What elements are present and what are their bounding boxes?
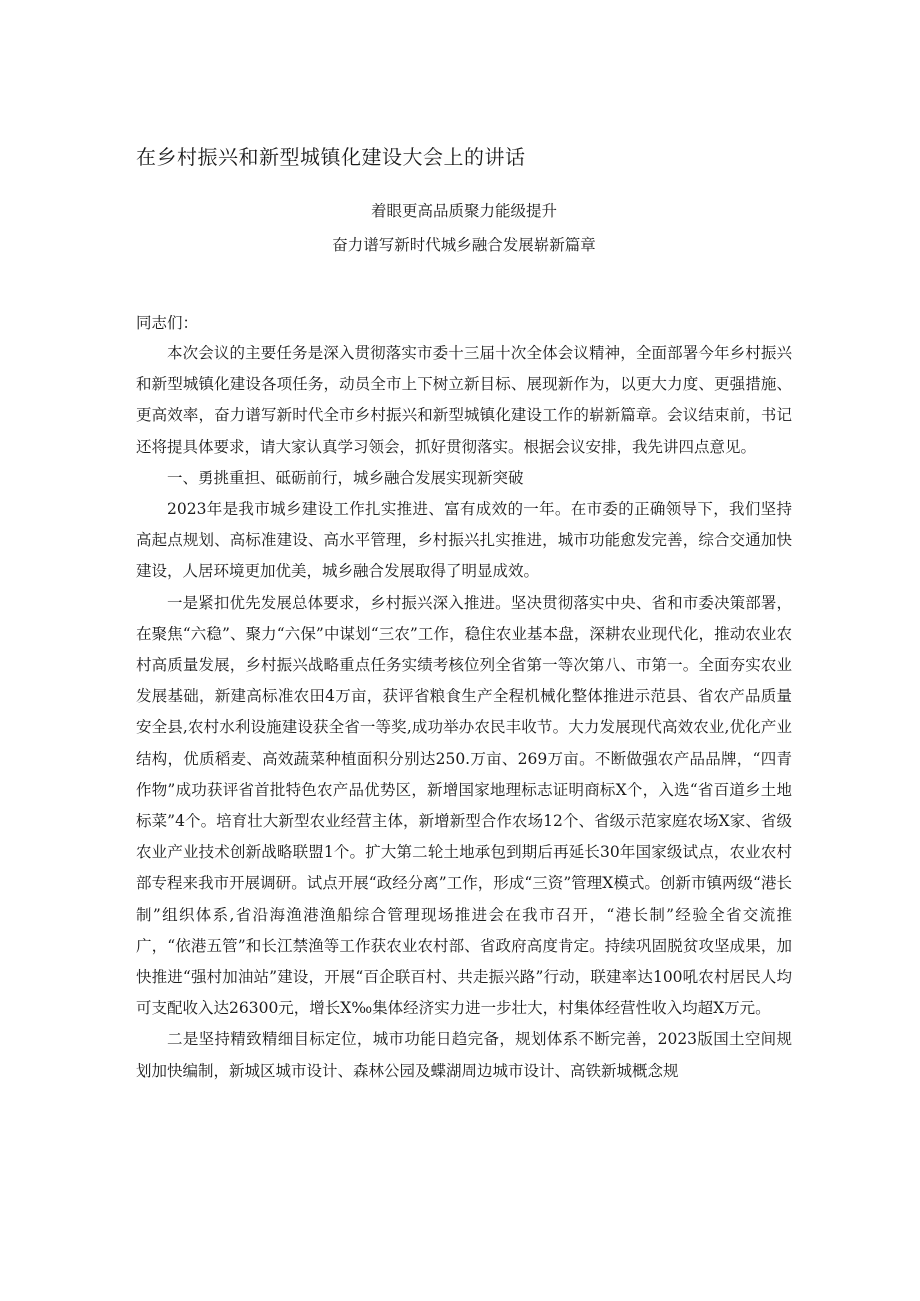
paragraph-rural-revitalization: 一是紧扣优先发展总体要求，乡村振兴深入推进。坚决贯彻落实中央、省和市委决策部署，在聚焦“六稳”、聚力“六保”中谋划“三农”工作，稳住农业基本盘，深耕农业现代化，推动农业农村高质量发展，乡村振兴战略重点任务实绩考核位列全省第一等次第八、市第一。全面夯实农业发展基础，新建高标准农田4万亩，获评省粮食生产全程机械化整体推进示范县、省农产品质量安全县,农村水利设施建设获全省一等奖,成功举办农民丰收节。大力发展现代高效农业,优化产业结构，优质稻麦、高效蔬菜种植面积分别达250.万亩、269万亩。不断做强农产品品牌，“四青作物”成功获评省首批特色农产品优势区，新增国家地理标志证明商标X个，入选“省百道乡土地标菜”4个。培育壮大新型农业经营主体，新增新型合作农场12个、省级示范家庭农场X家、省级农业产业技术创新战略联盟1个。扩大第二轮土地承包到期后再延长30年国家级试点，农业农村部专程来我市开展调研。试点开展“政经分离”工作，形成“三资”管理X模式。创新市镇两级“港长制”组织体系,省沿海渔港渔船综合管理现场推进会在我市召开，“港长制”经验全省交流推广，“依港五管”和长江禁渔等工作获农业农村部、省政府高度肯定。持续巩固脱贫攻坚成果，加快推进“强村加油站”建设，开展“百企联百村、共走振兴路”行动，联建率达100吼农村居民人均可支配收入达26300元，增长X‰集体经济实力进一步壮大，村集体经营性收入均超X万元。 [136, 593, 792, 1018]
salutation: 同志们： [136, 314, 199, 332]
paragraph-intro: 本次会议的主要任务是深入贯彻落实市委十三届十次全体会议精神，全面部署今年乡村振兴和新型城镇化建设各项任务，动员全市上下树立新目标、展现新作为，以更大力度、更强措施、更高效率，奋力谱写新时代全市乡村振兴和新型城镇化建设工作的崭新篇章。会议结束前，书记还将提具体要求，请大家认真学习领会，抓好贯彻落实。根据会议安排，我先讲四点意见。 [136, 344, 792, 456]
section-heading-1: 一、勇挑重担、砥砺前行，城乡融合发展实现新突破 [167, 468, 524, 487]
subtitle-2: 奋力谱写新时代城乡融合发展崭新篇章 [332, 236, 596, 254]
page-title: 在乡村振兴和新型城镇化建设大会上的讲话 [136, 145, 526, 169]
subtitle-block [136, 194, 792, 262]
paragraph-summary-2023: 2023年是我市城乡建设工作扎实推进、富有成效的一年。在市委的正确领导下，我们坚持高起点规划、高标准建设、高水平管理，乡村振兴扎实推进，城市功能愈发完善，综合交通加快建设，人居环境更加优美，城乡融合发展取得了明显成效。 [136, 500, 792, 581]
subtitle-1: 着眼更高品质聚力能级提升 [370, 202, 557, 220]
paragraph-urban-function: 二是坚持精致精细目标定位，城市功能日趋完备，规划体系不断完善，2023版国土空间规划加快编制，新城区城市设计、森林公园及蝶湖周边城市设计、高铁新城概念规 [136, 1030, 792, 1080]
